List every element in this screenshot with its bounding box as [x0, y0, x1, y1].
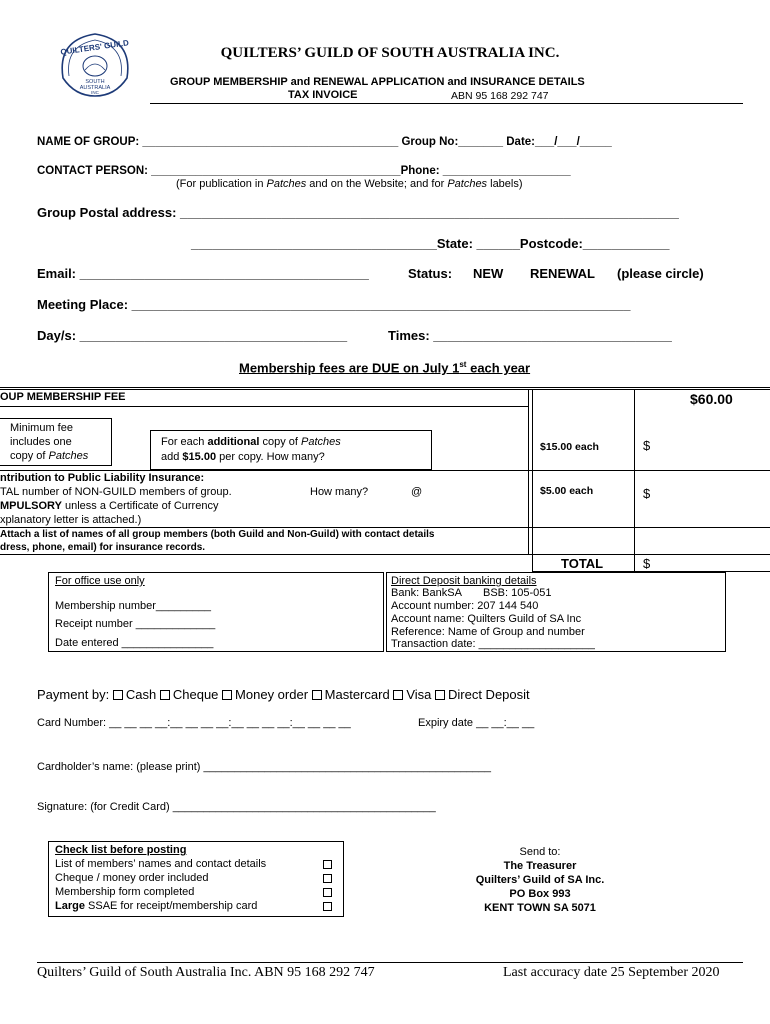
times-field[interactable]: Times: _________________________________	[388, 328, 672, 343]
group-fee-amount: $60.00	[690, 391, 733, 407]
payment-option-label: Direct Deposit	[448, 687, 530, 702]
insurance-line-3: xplanatory letter is attached.)	[0, 514, 142, 526]
send-to-line-1: The Treasurer	[503, 860, 577, 872]
office-use-title: For office use only	[55, 575, 145, 587]
checklist-checkbox-icon[interactable]	[323, 888, 332, 897]
checklist-item-cheque: Cheque / money order included	[55, 872, 209, 884]
insurance-at: @	[411, 486, 423, 498]
pub-note-post: labels)	[487, 178, 523, 190]
insurance-line-1: TAL number of NON-GUILD members of group.	[0, 486, 232, 498]
send-to-line-3: PO Box 993	[509, 888, 571, 900]
form-subtitle: GROUP MEMBERSHIP and RENEWAL APPLICATION and INSURANCE DETAILS	[170, 76, 585, 88]
insurance-how-many[interactable]: How many?	[310, 486, 369, 498]
fees-due-post: each year	[466, 360, 531, 376]
additional-l1	[161, 435, 341, 450]
bank-transaction-date[interactable]: Transaction date: ___________________	[391, 638, 595, 650]
signature-field[interactable]: Signature: (for Credit Card) ___________________________________________	[37, 801, 436, 813]
additional-l2	[161, 450, 341, 465]
add-l2-post: per copy. How many?	[216, 451, 325, 463]
attach-list-line-2: dress, phone, email) for insurance records.	[0, 542, 206, 553]
send-to-line-2: Quilters’ Guild of SA Inc.	[475, 874, 605, 886]
fee-row-rule-2	[0, 470, 770, 471]
bank-account-name: Account name: Quilters Guild of SA Inc	[391, 613, 582, 625]
fee-col-rule-3	[634, 389, 635, 571]
checklist-checkbox-icon[interactable]	[323, 874, 332, 883]
send-to-address	[400, 845, 680, 915]
checkbox-icon[interactable]	[222, 690, 232, 700]
bank-reference: Reference: Name of Group and number	[391, 626, 585, 638]
fee-table-top-rule	[0, 387, 770, 388]
checklist-item-members-list: List of members’ names and contact details	[55, 858, 267, 870]
checkbox-icon[interactable]	[113, 690, 123, 700]
fees-due-sup: st	[459, 360, 467, 369]
checklist-checkbox-icon[interactable]	[323, 860, 332, 869]
bank-name: Bank: BankSA	[391, 587, 462, 599]
min-fee-l3-it: Patches	[48, 450, 89, 462]
bank-bsb: BSB: 105-051	[483, 587, 552, 599]
checklist-item-form: Membership form completed	[55, 886, 195, 898]
payment-option-label: Cheque	[172, 687, 219, 702]
checkbox-icon[interactable]	[312, 690, 322, 700]
pub-note-mid: and on the Website; and for	[306, 178, 448, 190]
add-l1-mid: copy of	[259, 436, 301, 448]
membership-number-field[interactable]: Membership number_________	[55, 600, 211, 612]
payment-option-money-order[interactable]	[222, 687, 308, 702]
payment-option-label: Cash	[125, 687, 157, 702]
additional-copy-rate: $15.00 each	[540, 441, 599, 453]
payment-method-row	[37, 687, 530, 702]
footer-left: Quilters’ Guild of South Australia Inc. ABN 95 168 292 747	[37, 965, 375, 980]
insurance-amount[interactable]: $	[643, 486, 651, 501]
payment-option-label: Money order	[235, 687, 309, 702]
attach-list-line-1: Attach a list of names of all group members (both Guild and Non-Guild) with contact details	[0, 529, 435, 540]
postal-address-field[interactable]: Group Postal address: _____________________________________________________________________	[37, 205, 679, 220]
checklist-title: Check list before posting	[55, 844, 187, 856]
min-fee-l2: includes one	[10, 436, 72, 448]
fee-col-rule-2	[532, 389, 533, 571]
min-fee-l3	[10, 449, 88, 463]
payment-option-label: Visa	[406, 687, 432, 702]
add-l1-pre: For each	[161, 436, 208, 448]
bank-account-number: Account number: 207 144 540	[391, 600, 539, 612]
checkbox-icon[interactable]	[160, 690, 170, 700]
checklist-item-ssae	[55, 900, 257, 912]
days-field[interactable]: Day/s: _____________________________________	[37, 328, 348, 343]
min-fee-l3-pre: copy of	[10, 450, 49, 462]
svg-text:INC: INC	[91, 90, 99, 95]
header-rule	[150, 103, 743, 104]
send-to-line-4: KENT TOWN SA 5071	[484, 902, 596, 914]
guild-logo	[55, 30, 135, 102]
status-label: Status:	[408, 266, 453, 281]
fees-due-notice	[239, 360, 530, 375]
svg-text:QUILTERS' GUILD: QUILTERS' GUILD	[59, 38, 130, 57]
state-postcode-field[interactable]: __________________________________State: ______Postcode:____________	[191, 236, 670, 251]
add-l1-bold: additional	[207, 436, 260, 448]
ins-l2-bold: MPULSORY	[0, 500, 62, 512]
pub-note-patches: Patches	[266, 178, 307, 190]
fee-row-rule-3	[0, 527, 770, 528]
ssae-bold: Large	[55, 900, 85, 912]
ins-l2-post: unless a Certificate of Currency	[61, 500, 219, 512]
payment-option-cash[interactable]	[113, 687, 156, 702]
insurance-title: ntribution to Public Liability Insurance:	[0, 472, 205, 484]
guild-logo-icon	[55, 30, 135, 102]
fee-row-rule-4	[0, 554, 770, 555]
footer-rule	[37, 962, 743, 963]
fee-col-rule-1	[528, 389, 529, 554]
footer-right: Last accuracy date 25 September 2020	[503, 965, 720, 980]
card-number-field[interactable]: Card Number: __ __ __ __:__ __ __ __:__ __ __ __:__ __ __ __	[37, 717, 351, 729]
ssae-rest: SSAE for receipt/membership card	[84, 900, 258, 912]
minimum-fee-note	[10, 421, 88, 463]
payment-option-visa[interactable]	[393, 687, 431, 702]
expiry-date-field[interactable]: Expiry date __ __:__ __	[418, 717, 535, 729]
name-of-group-field[interactable]: NAME OF GROUP: ________________________________________ Group No:_______ Date:___/___/_____	[37, 136, 612, 148]
status-renewal-option[interactable]: RENEWAL	[530, 266, 595, 281]
group-fee-label: OUP MEMBERSHIP FEE	[0, 391, 126, 403]
payment-option-direct-deposit[interactable]	[435, 687, 530, 702]
date-entered-field[interactable]: Date entered _______________	[55, 637, 214, 649]
total-label: TOTAL	[561, 556, 604, 571]
receipt-number-field[interactable]: Receipt number _____________	[55, 618, 216, 630]
send-to-label: Send to:	[519, 846, 561, 858]
status-new-option[interactable]: NEW	[473, 266, 504, 281]
checkbox-icon[interactable]	[393, 690, 403, 700]
additional-copy-note	[161, 435, 341, 465]
insurance-rate: $5.00 each	[540, 485, 594, 497]
fee-table-top-rule-2	[0, 389, 770, 390]
contact-person-field[interactable]: CONTACT PERSON: _______________________________________Phone: ____________________	[37, 165, 571, 177]
total-amount[interactable]: $	[643, 556, 651, 571]
min-fee-l1: Minimum fee	[10, 422, 73, 434]
insurance-line-2	[0, 500, 218, 512]
payment-option-cheque[interactable]	[160, 687, 219, 702]
cardholder-name-field[interactable]: Cardholder’s name: (please print) _______________________________________________	[37, 761, 492, 773]
email-field[interactable]: Email: ________________________________________	[37, 266, 369, 281]
status-circle-note: (please circle)	[617, 266, 704, 281]
fees-due-pre: Membership fees are DUE on July 1	[239, 360, 460, 376]
meeting-place-field[interactable]: Meeting Place: _____________________________________________________________________	[37, 297, 631, 312]
publication-note	[176, 178, 523, 190]
checkbox-icon[interactable]	[435, 690, 445, 700]
tax-invoice-label: TAX INVOICE	[288, 89, 358, 101]
pub-note-pre: (For publication in	[176, 178, 267, 190]
org-name-heading: QUILTERS’ GUILD OF SOUTH AUSTRALIA INC.	[220, 45, 560, 61]
svg-text:SOUTH: SOUTH	[85, 79, 105, 85]
payment-label: Payment by:	[37, 687, 110, 702]
add-l2-bold: $15.00	[182, 451, 217, 463]
checklist-checkbox-icon[interactable]	[323, 902, 332, 911]
pub-note-patches-2: Patches	[447, 178, 488, 190]
fee-row-rule-1	[0, 406, 528, 407]
additional-copy-amount[interactable]: $	[643, 438, 651, 453]
payment-option-mastercard[interactable]	[312, 687, 390, 702]
add-l2-pre: add	[161, 451, 183, 463]
bank-details-title: Direct Deposit banking details	[391, 575, 537, 587]
header-abn: ABN 95 168 292 747	[451, 90, 549, 102]
svg-text:AUSTRALIA: AUSTRALIA	[79, 85, 111, 91]
payment-option-label: Mastercard	[324, 687, 390, 702]
add-l1-it: Patches	[301, 436, 341, 448]
